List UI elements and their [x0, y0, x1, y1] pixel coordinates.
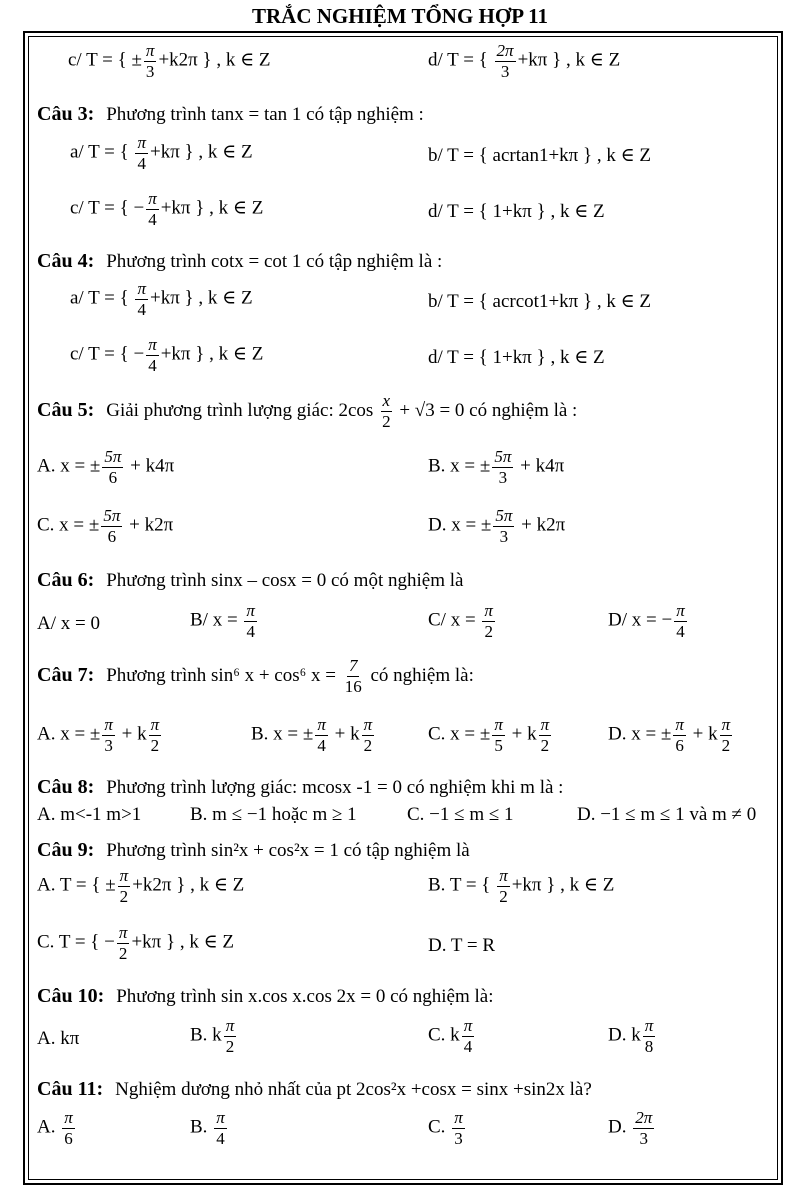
answer-option: a/ T = { $\frac{\pi}{4}$ +kπ } , k ∈ Z [70, 133, 253, 173]
answer-option: c/ T = { − $\frac{\pi}{4}$ +kπ } , k ∈ Z [70, 189, 264, 229]
question-line [37, 251, 442, 271]
question-line [37, 657, 474, 696]
answer-option: c/ T = { ± $\frac{\pi}{3}$ +k2π } , k ∈ Z [68, 41, 271, 81]
question-text: Phương trình lượng giác: mcosx -1 = 0 có nghiệm khi m là : [106, 777, 564, 798]
answer-option: d/ T = { 1+kπ } , k ∈ Z [428, 347, 605, 368]
answer-option: A. x = ± $\frac{5\pi}{6}$ + k4π [37, 447, 175, 487]
answer-option: D. x = ± $\frac{\pi}{6}$ + k $\frac{\pi}{2}$ [608, 715, 731, 755]
question-text: Phương trình sin x.cos x.cos 2x = 0 có nghiệm là: [116, 986, 494, 1007]
answer-option: b/ T = { acrcot1+kπ } , k ∈ Z [428, 291, 652, 312]
answer-option: A. m<-1 m>1 [37, 804, 142, 825]
page-title: TRẮC NGHIỆM TỔNG HỢP 11 [252, 4, 548, 28]
question-line [37, 840, 470, 860]
answer-option: B. m ≤ −1 hoặc m ≥ 1 [190, 804, 357, 825]
answer-option: B. k $\frac{\pi}{2}$ [190, 1016, 235, 1056]
question-number: Câu 5: [37, 398, 95, 421]
answer-option: d/ T = { $\frac{2\pi}{3}$ +kπ } , k ∈ Z [428, 41, 621, 81]
question-text: Nghiệm dương nhỏ nhất của pt 2cos²x +cosx = sinx +sin2x là? [115, 1079, 592, 1100]
answer-option: C. T = { − $\frac{\pi}{2}$ +kπ } , k ∈ Z [37, 923, 235, 963]
answer-option: D. $\frac{2\pi}{3}$ [608, 1108, 653, 1148]
answer-option: A. kπ [37, 1028, 80, 1049]
question-line [37, 104, 424, 124]
question-line [37, 986, 494, 1006]
answer-option: A. T = { ± $\frac{\pi}{2}$ +k2π } , k ∈ Z [37, 866, 245, 906]
answer-option: D. −1 ≤ m ≤ 1 và m ≠ 0 [577, 804, 757, 825]
question-number: Câu 4: [37, 250, 95, 272]
answer-option: B. $\frac{\pi}{4}$ [190, 1108, 225, 1148]
answer-option: C. −1 ≤ m ≤ 1 [407, 804, 514, 825]
answer-option: C. x = ± $\frac{\pi}{5}$ + k $\frac{\pi}{2}$ [428, 715, 550, 755]
answer-option: D. k $\frac{\pi}{8}$ [608, 1016, 654, 1056]
question-line [37, 1079, 592, 1099]
answer-option: A. x = ± $\frac{\pi}{3}$ + k $\frac{\pi}{2}$ [37, 715, 160, 755]
answer-option: C. x = ± $\frac{5\pi}{6}$ + k2π [37, 506, 174, 546]
answer-option: C. k $\frac{\pi}{4}$ [428, 1016, 473, 1056]
question-number: Câu 3: [37, 103, 95, 125]
question-text: Phương trình sinx – cosx = 0 có một nghiệm là [106, 570, 464, 591]
answer-option: c/ T = { − $\frac{\pi}{4}$ +kπ } , k ∈ Z [70, 335, 264, 375]
answer-option: D. x = ± $\frac{5\pi}{3}$ + k2π [428, 506, 566, 546]
question-text: Phương trình sin⁶ x + cos⁶ x = $\frac{7}{16}$ có nghiệm là: [106, 656, 474, 696]
answer-option: B. x = ± $\frac{\pi}{4}$ + k $\frac{\pi}{2}$ [251, 715, 373, 755]
answer-option: A. $\frac{\pi}{6}$ [37, 1108, 73, 1148]
question-text: Phương trình sin²x + cos²x = 1 có tập nghiệm là [106, 840, 470, 861]
question-line [37, 392, 577, 431]
question-text: Phương trình tanx = tan 1 có tập nghiệm : [106, 104, 424, 125]
question-number: Câu 8: [37, 776, 95, 798]
question-text: Phương trình cotx = cot 1 có tập nghiệm là : [106, 251, 443, 272]
question-line [37, 777, 563, 797]
question-number: Câu 11: [37, 1078, 104, 1100]
answer-option: D. T = R [428, 935, 496, 956]
question-text: Giải phương trình lượng giác: 2cos $\frac{x}{2}$ + √3 = 0 có nghiệm là : [106, 391, 578, 431]
answer-option: B. x = ± $\frac{5\pi}{3}$ + k4π [428, 447, 565, 487]
answer-option: A/ x = 0 [37, 613, 100, 634]
answer-option: C. $\frac{\pi}{3}$ [428, 1108, 463, 1148]
question-number: Câu 7: [37, 663, 95, 686]
answer-option: D/ x = − $\frac{\pi}{4}$ [608, 601, 685, 641]
answer-option: B. T = { $\frac{\pi}{2}$ +kπ } , k ∈ Z [428, 866, 615, 906]
answer-option: d/ T = { 1+kπ } , k ∈ Z [428, 201, 605, 222]
answer-option: B/ x = $\frac{\pi}{4}$ [190, 601, 255, 641]
question-number: Câu 10: [37, 985, 105, 1007]
question-number: Câu 6: [37, 569, 95, 591]
question-line [37, 570, 463, 590]
answer-option: a/ T = { $\frac{\pi}{4}$ +kπ } , k ∈ Z [70, 279, 253, 319]
question-number: Câu 9: [37, 839, 95, 861]
answer-option: C/ x = $\frac{\pi}{2}$ [428, 601, 493, 641]
answer-option: b/ T = { acrtan1+kπ } , k ∈ Z [428, 145, 652, 166]
